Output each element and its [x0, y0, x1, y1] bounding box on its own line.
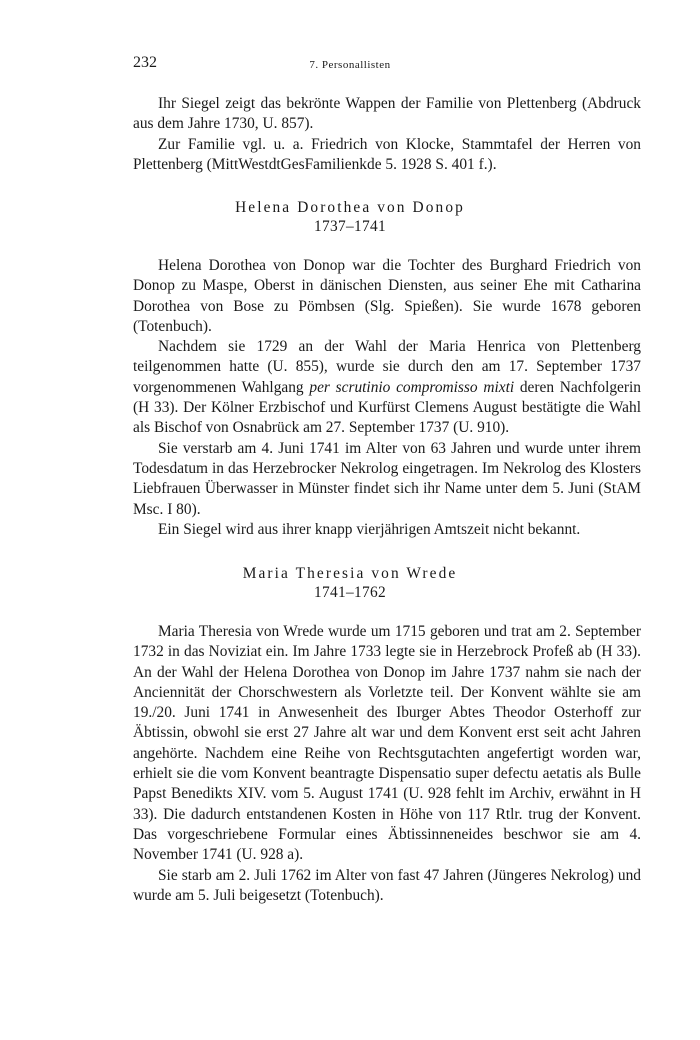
section-years-wrede: 1741–1762	[314, 584, 386, 601]
donop-paragraph-origin: Helena Dorothea von Donop war die Tochter des Burghard Friedrich von Donop zu Maspe, Oberst in dänischen Diensten, aus seiner Ehe mit Catharina Dorothea von Bose zu Pömbsen (Slg. Spießen). Sie wurde 1678 geboren (Totenbuch).	[133, 257, 641, 335]
intro-paragraph-family: Zur Familie vgl. u. a. Friedrich von Klocke, Stammtafel der Herren von Plettenberg (MittWestdtGesFamilienkde 5. 1928 S. 401 f.).	[133, 135, 641, 173]
donop-paragraph-seal: Ein Siegel wird aus ihrer knapp vierjährigen Amtszeit nicht bekannt.	[158, 520, 581, 538]
section-title-wrede: Maria Theresia von Wrede	[242, 565, 458, 582]
running-head: 7. Personallisten	[309, 59, 391, 71]
donop-election-text-start: Nachdem sie 1729 an der Wahl der Maria Henrica von Plettenberg teilgenommen hatte (U. 855), wurde sie durch den am 17. September 1737 vorgenommenen Wahlgang	[133, 338, 641, 396]
donop-election-text-end: deren Nachfolgerin (H 33). Der Kölner Erzbischof und Kurfürst Clemens August bestätigte die Wahl als Bischof von Osnabrück am 27. September 1737 (U. 910).	[133, 378, 641, 437]
section-body-wrede	[133, 622, 641, 906]
intro-paragraph-seal: Ihr Siegel zeigt das bekrönte Wappen der Familie von Plettenberg (Abdruck aus dem Jahre 1730, U. 857).	[133, 95, 641, 133]
donop-paragraph-election	[133, 337, 641, 438]
page-number: 232	[133, 54, 157, 71]
donop-election-latin-term: per scrutinio compromisso mixti	[309, 378, 515, 396]
section-body-donop	[133, 256, 641, 540]
wrede-paragraph-biography: Maria Theresia von Wrede wurde um 1715 geboren und trat am 2. September 1732 in das Noviziat ein. Im Jahre 1733 legte sie in Herzebrock Profeß ab (H 33). An der Wahl der Helena Dorothea von Donop im Jahre 1737 nahm sie nach der Anciennität der Chorschwestern als Vorletzte teil. Der Konvent wählte sie am 19./20. Juni 1741 in Anwesenheit des Iburger Abtes Theodor Osterhoff zur Äbtissin, obwohl sie erst 27 Jahre alt war und dem Konvent erst seit acht Jahren angehörte. Nachdem eine Reihe von Rechtsgutachten angefertigt worden war, erhielt sie die vom Konvent beantragte Dispensatio super defectu aetatis als Bulle Papst Benedikts XIV. vom 5. August 1741 (U. 928 fehlt im Archiv, erwähnt in H 33). Die dadurch entstandenen Kosten in Höhe von 117 Rtlr. trug der Konvent. Das vorgeschriebene Formular eines Äbtissinneneides beschwor sie am 4. November 1741 (U. 928 a).	[133, 623, 641, 864]
intro-block	[133, 94, 641, 175]
wrede-paragraph-death: Sie starb am 2. Juli 1762 im Alter von fast 47 Jahren (Jüngeres Nekrolog) und wurde am 5. Juli beigesetzt (Totenbuch).	[133, 866, 641, 904]
section-title-donop: Helena Dorothea von Donop	[235, 199, 465, 216]
donop-paragraph-death: Sie verstarb am 4. Juni 1741 im Alter von 63 Jahren und wurde unter ihrem Todesdatum in das Herzebrocker Nekrolog eingetragen. Im Nekrolog des Klosters Liebfrauen Überwasser in Münster findet sich ihr Name unter dem 5. Juni (StAM Msc. I 80).	[133, 439, 641, 518]
section-years-donop: 1737–1741	[314, 218, 386, 235]
